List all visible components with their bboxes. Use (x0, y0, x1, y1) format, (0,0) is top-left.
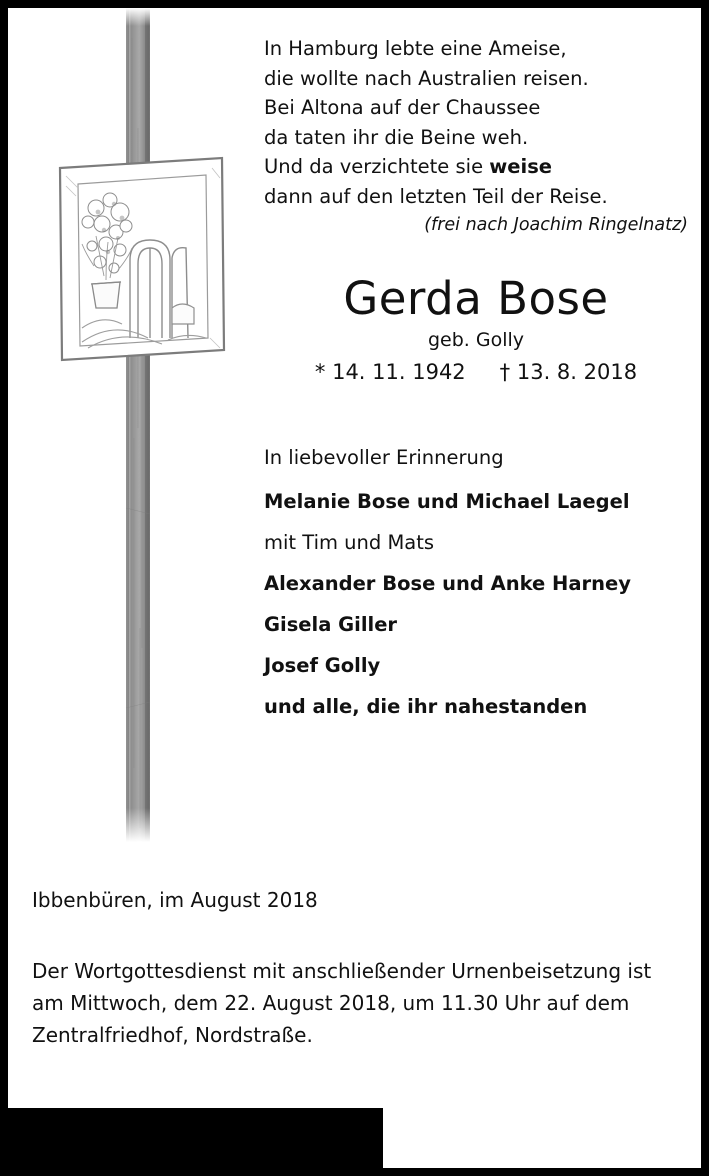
family-member: mit Tim und Mats (264, 531, 435, 554)
poem-text: die wollte nach Australien reisen. (264, 66, 589, 90)
poem-text: dann auf den letzten Teil der Reise. (264, 184, 608, 208)
family-member: Alexander Bose und Anke Harney (264, 572, 631, 595)
birth-date: * 14. 11. 1942 (314, 360, 466, 384)
poem-text: Und da verzichtete sie (264, 155, 490, 178)
poem-text: In Hamburg lebte eine Ameise, (264, 37, 567, 60)
deceased-maiden-name: geb. Golly (427, 329, 525, 351)
border-top (0, 0, 709, 8)
poem-line (264, 182, 688, 212)
service-notice: Der Wortgottesdienst mit anschließender Urnenbeisetzung ist am Mittwoch, dem 22. August 2018, um 11.30 Uhr auf dem Zentralfriedhof, Nordstraße. (32, 959, 652, 1047)
border-right (701, 0, 709, 1176)
poem-text: Bei Altona auf der Chaussee (264, 96, 541, 119)
family-member: Melanie Bose und Michael Laegel (264, 490, 630, 513)
poem-line (264, 34, 688, 64)
wooden-post (126, 8, 150, 842)
poem-text-emphasis: weise (489, 155, 553, 178)
notice-text-column (264, 34, 688, 737)
poem-line (264, 123, 688, 153)
footer-black-block (0, 1108, 383, 1176)
poem-attribution: (frei nach Joachim Ringelnatz) (424, 215, 688, 235)
death-date: † 13. 8. 2018 (499, 360, 638, 384)
place-and-date: Ibbenbüren, im August 2018 (32, 888, 318, 912)
memory-heading: In liebevoller Erinnerung (264, 446, 504, 469)
poem-line (264, 93, 688, 123)
border-left (0, 0, 8, 1176)
family-list (264, 491, 688, 718)
poem-line (264, 64, 688, 94)
family-member: Josef Golly (264, 654, 381, 677)
poem-line (264, 152, 688, 182)
garden-frame-sketch (60, 158, 224, 360)
deceased-dates (264, 360, 688, 384)
deceased-name: Gerda Bose (343, 272, 609, 325)
poem (264, 34, 688, 211)
illustration-pencil-drawing (22, 8, 240, 848)
poem-text: da taten ihr die Beine weh. (264, 125, 529, 149)
family-member: und alle, die ihr nahestanden (264, 695, 588, 718)
family-member: Gisela Giller (264, 613, 398, 636)
